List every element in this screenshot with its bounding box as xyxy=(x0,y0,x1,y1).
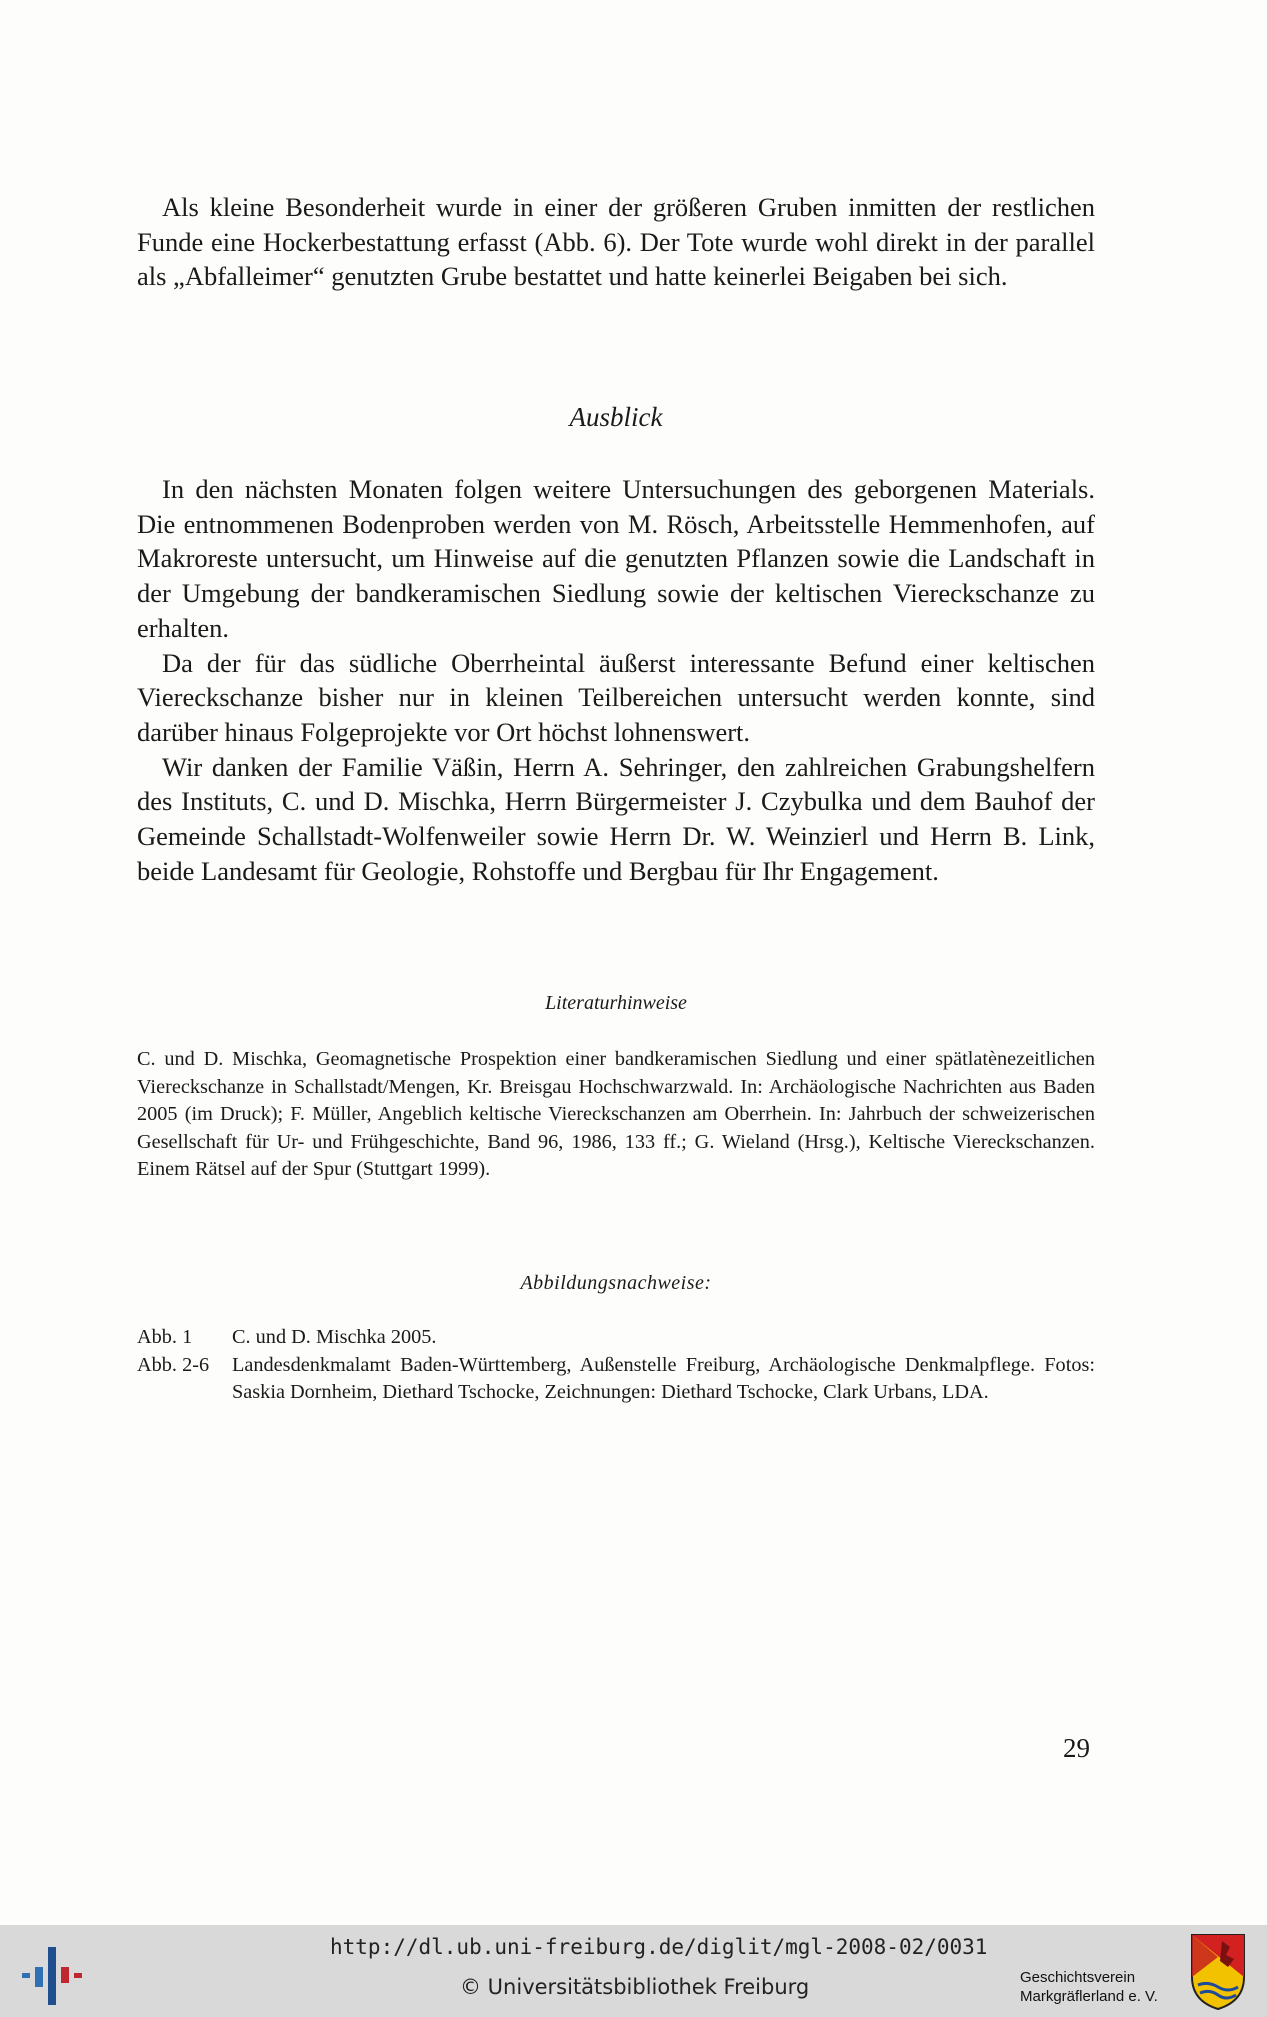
intro-paragraph: Als kleine Besonderheit wurde in einer der größeren Gruben inmitten der restlichen Funde eine Hockerbestattung erfasst (Abb. 6). Der Tote wurde wohl direkt in der parallel als „Abfalleimer“ genutzten Grube bestattet und hatte keinerlei Beigaben bei sich. xyxy=(137,192,1095,292)
outlook-paragraph: Da der für das südliche Oberrheintal äußerst interessante Befund einer keltischen Viereckschanze bisher nur in kleinen Teilbereichen untersucht werden konnte, sind darüber hinaus Folgeprojekte vor Ort höchst lohnenswert. xyxy=(137,647,1095,747)
society-name-line: Markgräflerland e. V. xyxy=(1020,1988,1158,2005)
credits-item xyxy=(137,1352,1095,1407)
credits-label: Abb. 1 xyxy=(137,1326,193,1348)
literature-text: C. und D. Mischka, Geomagnetische Prospektion einer bandkeramischen Siedlung und einer spätlatènezeitlichen Viereckschanze in Schallstadt/Mengen, Kr. Breisgau Hochschwarzwald. In: Archäologische Nachrichten aus Baden 2005 (im Druck); F. Müller, Angeblich keltische Viereckschanzen am Oberrhein. In: Jahrbuch der schweizerischen Gesellschaft für Ur- und Frühgeschichte, Band 96, 1986, 133 ff.; G. Wieland (Hrsg.), Keltische Viereckschanzen. Einem Rätsel auf der Spur (Stuttgart 1999). xyxy=(137,1048,1095,1180)
footer-bar xyxy=(0,1925,1267,2017)
page-number: 29 xyxy=(1063,1733,1090,1763)
coat-of-arms-icon xyxy=(1190,1931,1246,2011)
society-name xyxy=(1020,1968,1158,2006)
outlook-section xyxy=(137,472,1095,888)
credits-text: C. und D. Mischka 2005. xyxy=(232,1326,437,1348)
footer-url-link[interactable]: http://dl.ub.uni-freiburg.de/diglit/mgl-2008-02/0031 xyxy=(330,1935,988,1959)
ub-freiburg-logo-icon xyxy=(22,1945,82,2005)
footer-copyright: © Universitätsbibliothek Freiburg xyxy=(460,1975,810,1999)
outlook-paragraph: In den nächsten Monaten folgen weitere Untersuchungen des geborgenen Materials. Die entnommenen Bodenproben werden von M. Rösch, Arbeitsstelle Hemmenhofen, auf Makroreste untersucht, um Hinweise auf die genutzten Pflanzen sowie die Landschaft in der Umgebung der bandkeramischen Siedlung sowie der keltischen Viereckschanze zu erhalten. xyxy=(137,474,1095,643)
credits-item xyxy=(137,1324,1095,1352)
society-name-line: Geschichtsverein xyxy=(1020,1969,1136,1986)
outlook-paragraph: Wir danken der Familie Väßin, Herrn A. Sehringer, den zahlreichen Grabungshelfern des Instituts, C. und D. Mischka, Herrn Bürgermeister J. Czybulka und dem Bauhof der Gemeinde Schallstadt-Wolfenweiler sowie Herrn Dr. W. Weinzierl und Herrn B. Link, beide Landesamt für Geologie, Rohstoffe und Bergbau für Ihr Engagement. xyxy=(137,751,1095,886)
credits-text: Landesdenkmalamt Baden-Württemberg, Außenstelle Freiburg, Archäologische Denkmalpflege. Fotos: Saskia Dornheim, Diethard Tschocke, Zeichnungen: Diethard Tschocke, Clark Urbans, LDA. xyxy=(232,1353,1095,1403)
intro-section xyxy=(137,190,1095,294)
credits-heading: Abbildungsnachweise: xyxy=(520,1272,712,1294)
credits-label: Abb. 2-6 xyxy=(137,1353,210,1376)
section-heading-ausblick: Ausblick xyxy=(569,402,663,432)
literature-heading: Literaturhinweise xyxy=(545,992,687,1014)
credits-list xyxy=(137,1324,1095,1407)
